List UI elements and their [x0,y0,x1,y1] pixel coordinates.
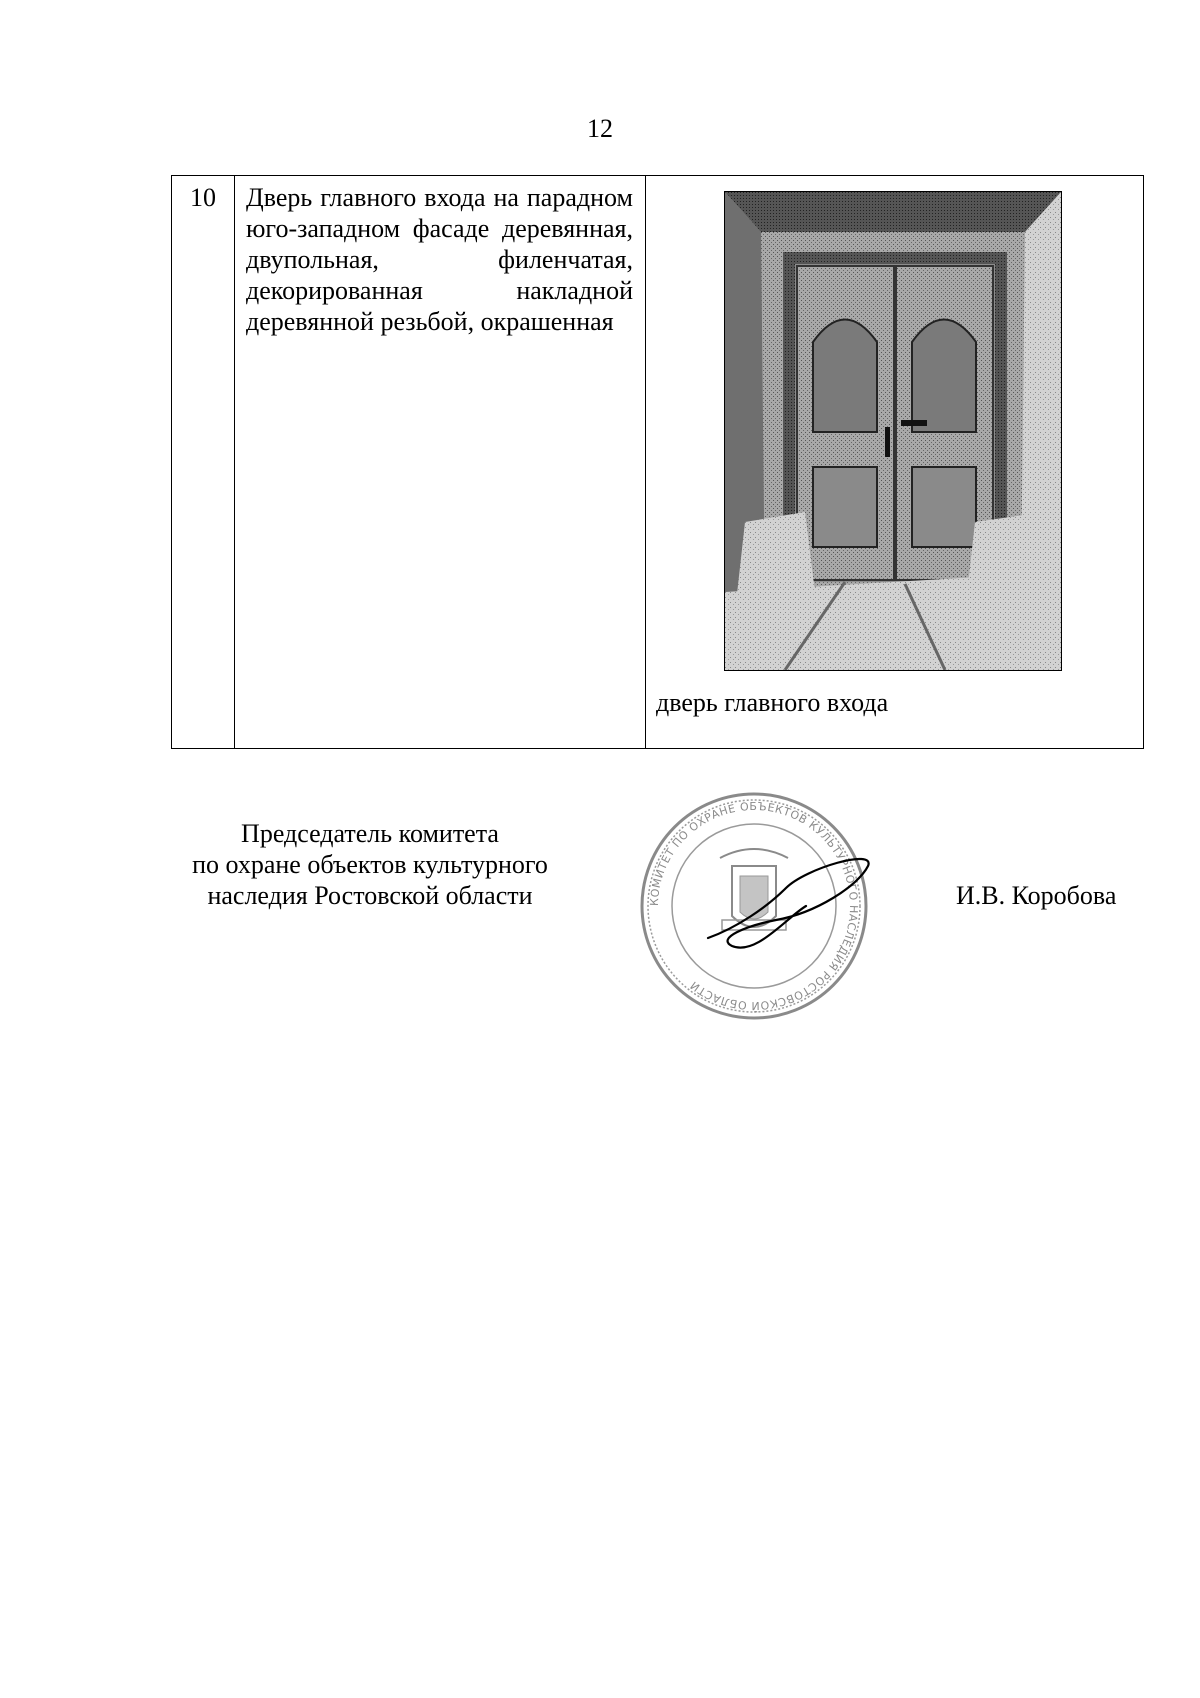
position-line-3: наследия Ростовской области [207,881,533,910]
object-description: Дверь главного входа на парадном юго-западном фасаде деревянная, двупольная, филенчатая, декорированная накладной деревянной резьбой, окрашенная [246,183,633,336]
signatory-position [160,818,580,911]
description-cell [235,176,646,749]
page-number: 12 [587,114,613,143]
table-row [172,176,1144,749]
photo-cell [646,176,1144,749]
position-line-2: по охране объектов культурного [192,850,548,879]
door-photo [724,191,1062,671]
position-line-1: Председатель комитета [241,819,499,848]
object-table [171,175,1144,749]
seal-text: КОМИТЕТ ПО ОХРАНЕ ОБЪЕКТОВ КУЛЬТУРНОГО НАСЛЕДИЯ РОСТОВСКОЙ ОБЛАСТИ [647,799,861,1013]
photo-caption: дверь главного входа [656,688,889,717]
signer-name: И.В. Коробова [956,881,1117,910]
row-number: 10 [172,176,235,749]
official-seal-icon [636,788,872,1024]
door-photo-illustration [725,192,1061,670]
